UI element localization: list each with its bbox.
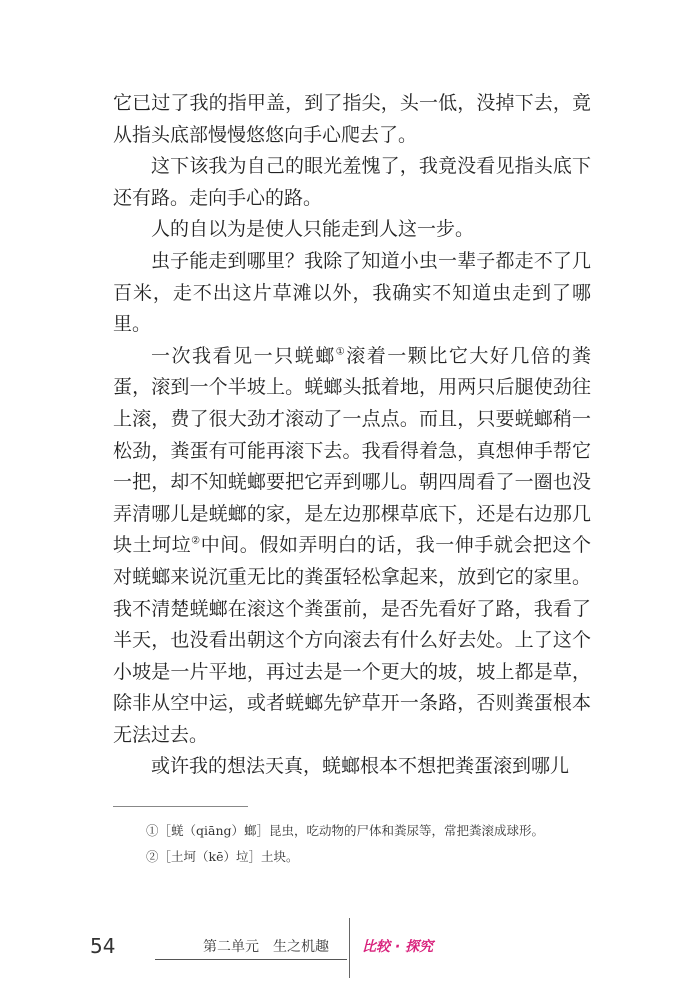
text-run: 滚着一颗比它大好几倍的粪蛋，滚到一个半坡上。蜣螂头抵着地，用两只后腿使劲往上滚，费了很大劲才滚动了一点点。而且，只要蜣螂稍一松劲，粪蛋有可能再滚下去。我看得着急，真想伸手帮它一把，却不知蜣螂要把它弄到哪儿。朝四周看了一圈也没弄清哪儿是蜣螂的家，是左边那棵草底下，还是右边那几块土坷垃 bbox=[113, 344, 591, 557]
text-run: 一次我看见一只蜣螂 bbox=[151, 344, 336, 367]
footnotes bbox=[146, 818, 616, 870]
paragraph: 或许我的想法天真，蜣螂根本不想把粪蛋滚到哪儿 bbox=[151, 755, 570, 778]
page-footer bbox=[0, 918, 700, 978]
paragraph: 这下该我为自己的眼光羞愧了，我竟没看见指头底下还有路。走向手心的路。 bbox=[113, 155, 591, 209]
section-tag: 比较 · 探究 bbox=[362, 939, 434, 955]
footnote-divider bbox=[113, 806, 248, 807]
body-text bbox=[113, 88, 591, 783]
footer-divider bbox=[349, 918, 350, 978]
footnote-2: ②［土坷（kē）垃］土块。 bbox=[146, 849, 299, 864]
paragraph: 虫子能走到哪里？我除了知道小虫一辈子都走不了几百米，走不出这片草滩以外，我确实不知道虫走到了哪里。 bbox=[113, 249, 591, 336]
footnote-1: ①［蜣（qiāng）螂］昆虫，吃动物的尸体和粪尿等，常把粪滚成球形。 bbox=[146, 823, 545, 838]
unit-title: 第二单元 生之机趣 bbox=[203, 939, 329, 955]
paragraph: 它已过了我的指甲盖，到了指尖，头一低，没掉下去，竟从指头底部慢慢悠悠向手心爬去了。 bbox=[113, 92, 591, 146]
paragraph: 人的自以为是使人只能走到人这一步。 bbox=[151, 218, 475, 241]
paragraph-dung-beetle bbox=[113, 341, 591, 752]
page-number: 54 bbox=[90, 934, 116, 958]
text-run: 中间。假如弄明白的话，我一伸手就会把这个对蜣螂来说沉重无比的粪蛋轻松拿起来，放到它的家里。我不清楚蜣螂在滚这个粪蛋前，是否先看好了路，我看了半天，也没看出朝这个方向滚去有什么好去处。上了这个小坡是一片平地，再过去是一个更大的坡，坡上都是草，除非从空中运，或者蜣螂先铲草开一条路，否则粪蛋根本无法过去。 bbox=[113, 534, 591, 746]
footnote-ref-1: ① bbox=[335, 346, 347, 358]
footnote-ref-2: ② bbox=[191, 535, 201, 547]
footer-rule bbox=[155, 959, 347, 960]
